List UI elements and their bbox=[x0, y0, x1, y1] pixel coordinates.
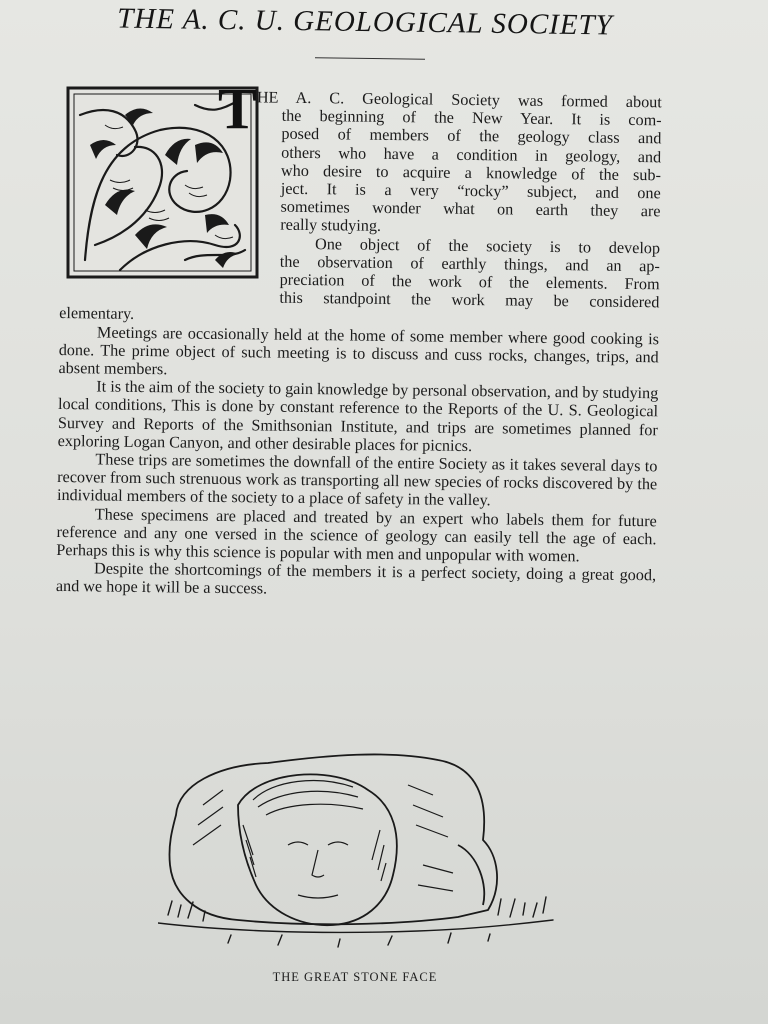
wrapped-line: posed of members of the geology class and bbox=[281, 125, 662, 148]
paragraph-specimens: These specimens are placed and treated by an expert who labels them for future reference and any one versed in the science of geology can easily tell the age of each. Perhaps this is why this science is popular with men and unpopular with women. bbox=[56, 505, 657, 566]
wrapped-line: ject. It is a very “rocky” subject, and one bbox=[280, 179, 661, 203]
paragraph-conclusion: Despite the shortcomings of the members it is a perfect society, doing a great good, and we hope it will be a success. bbox=[55, 559, 657, 599]
page-title: THE A. C. U. GEOLOGICAL SOCIETY bbox=[116, 2, 614, 42]
title-rule bbox=[315, 57, 425, 60]
article-body bbox=[56, 86, 662, 603]
wrapped-line: really studying. bbox=[280, 216, 382, 236]
wrapped-line: this standpoint the work may be considered bbox=[279, 288, 660, 312]
paragraph-trips: These trips are sometimes the downfall of the entire Society as it takes several days to recover from such strenuous work as transporting all new species of rocks discovered by the individual members of the society to a place of safety in the valley. bbox=[56, 450, 658, 510]
wrapped-line: the observation of earthly things, and an ap- bbox=[279, 252, 660, 276]
wrapped-line: the beginning of the New Year. It is com- bbox=[281, 106, 662, 130]
wrapped-line: HE A. C. Geological Society was formed about bbox=[256, 88, 662, 112]
wrapped-line: elementary. bbox=[59, 304, 135, 324]
wrapped-line: sometimes wonder what on earth they are bbox=[280, 197, 661, 221]
paragraph-meetings: Meetings are occasionally held at the home of some member where good cooking is done. The prime object of such meeting is to discuss and cuss rocks, changes, trips, and absent members. bbox=[58, 323, 660, 379]
stone-face-illustration-icon bbox=[158, 745, 558, 955]
paragraph-aim: It is the aim of the society to gain knowledge by personal observation, and by studying local conditions, This is done by constant reference to the Reports of the U. S. Geological Survey and Reports of the Smithsonian Institute, and trips are sometimes planned for exploring Logan Canyon, and other desirable places for picnics. bbox=[57, 377, 659, 455]
wrapped-line: preciation of the work of the elements. From bbox=[279, 270, 660, 294]
drop-cap: T bbox=[218, 76, 257, 141]
illustration-caption: THE GREAT STONE FACE bbox=[272, 970, 438, 984]
wrapped-line: One object of the society is to develop bbox=[314, 234, 661, 257]
wrapped-line: who desire to acquire a knowledge of the sub- bbox=[280, 161, 662, 185]
wrapped-line: others who have a condition in geology, and bbox=[281, 143, 662, 166]
